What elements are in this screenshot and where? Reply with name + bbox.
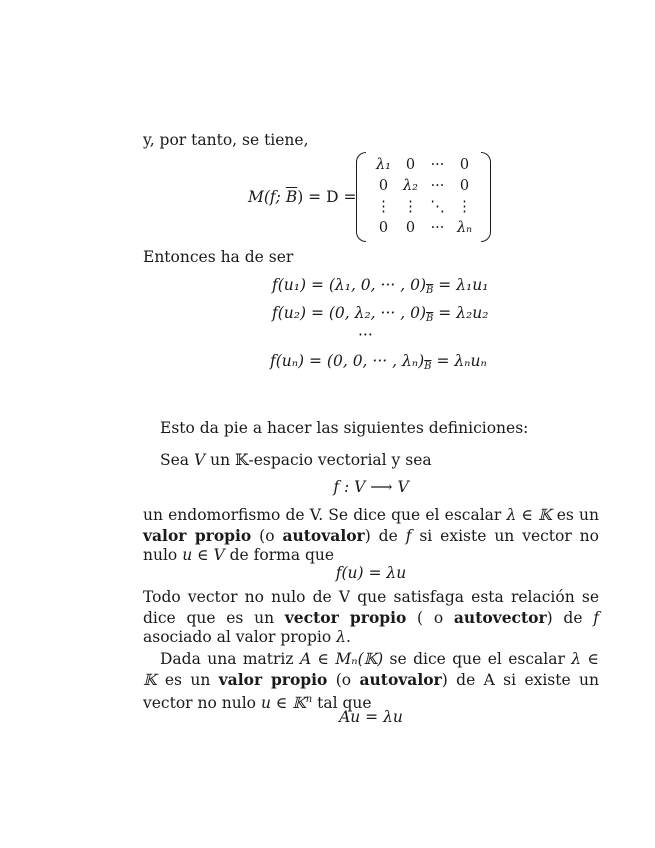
endomorphism-formula: f : V ⟶ V xyxy=(333,478,409,496)
basis-subscript: B xyxy=(426,285,434,296)
matrix-grid xyxy=(370,155,478,239)
definitions-intro: Esto da pie a hacer las siguientes definiciones: xyxy=(160,419,529,437)
equation-rhs: = λ₁u₁ xyxy=(438,276,489,294)
equation-lhs: f(u₂) = (0, λ₂, ··· , 0) xyxy=(272,304,426,322)
intro-text: y, por tanto, se tiene, xyxy=(143,131,309,149)
matrix-cell: λₙ xyxy=(456,220,473,236)
matrix-cell: ··· xyxy=(430,178,445,194)
equation-line xyxy=(270,352,487,372)
matrix-cell: 0 xyxy=(459,178,470,194)
matrix-cell: ··· xyxy=(430,157,445,173)
term-valor-propio-matrix: valor propio xyxy=(218,669,328,689)
matrix-cell: ⋮ xyxy=(403,199,418,215)
sea-v: V xyxy=(193,451,206,469)
equation-rhs: = λ₂u₂ xyxy=(438,304,489,322)
matrix-cell: 0 xyxy=(459,157,470,173)
term-autovalor-matrix: autovalor xyxy=(359,669,442,689)
matrix-lhs-f: M(f; xyxy=(248,188,286,206)
basis-subscript: B xyxy=(426,313,434,324)
term-autovalor: autovalor xyxy=(282,525,365,545)
matrix-lhs-basis: $\overline{B}$ xyxy=(285,188,298,206)
sea-line xyxy=(160,451,432,469)
definition-eigenvalue: un endomorfismo de V. Se dice que el escalar λ ∈ 𝕂 es un valor propio (o autovalor) de f si existe un vector no nulo u ∈ V de forma que xyxy=(143,506,600,565)
left-paren xyxy=(356,152,366,242)
matrix-lhs-rest: ) = D = xyxy=(297,188,357,206)
matrix-cell: 0 xyxy=(405,157,416,173)
term-valor-propio: valor propio xyxy=(143,525,252,545)
matrix-cell: λ₂ xyxy=(402,178,418,194)
term-autovector: autovector xyxy=(453,607,547,627)
definition-matrix-eigenvalue: Dada una matriz A ∈ Mₙ(𝕂) se dice que el escalar λ ∈ 𝕂 es un valor propio (o autovalor) de A si existe un vector no nulo u ∈ 𝕂$^n$ tal que xyxy=(143,650,599,713)
definition-eigenvector: Todo vector no nulo de V que satisfaga esta relación se dice que es un vector propio ( o autovector) de f asociado al valor propio λ. xyxy=(143,588,599,647)
equation-line xyxy=(272,276,488,296)
matrix-cell: ⋮ xyxy=(376,199,391,215)
term-vector-propio: vector propio xyxy=(284,607,407,627)
matrix-cell: 0 xyxy=(378,178,389,194)
matrix-cell: ⋱ xyxy=(430,199,445,215)
matrix-cell: ··· xyxy=(430,220,445,236)
right-paren xyxy=(481,152,491,242)
sea-text-rest: un 𝕂-espacio vectorial y sea xyxy=(205,451,432,469)
sea-text: Sea xyxy=(160,451,194,469)
matrix-cell: 0 xyxy=(378,220,389,236)
matrix-cell: 0 xyxy=(405,220,416,236)
basis-subscript: B xyxy=(424,361,432,372)
matrix-row xyxy=(370,218,478,239)
equation-line xyxy=(272,304,488,324)
matrix-row xyxy=(370,176,478,197)
matrix-eigen-formula: Au = λu xyxy=(339,708,403,726)
diagonal-matrix xyxy=(356,152,491,242)
eigen-relation-formula: f(u) = λu xyxy=(335,564,407,582)
equation-dots: ··· xyxy=(358,326,373,344)
matrix-cell: λ₁ xyxy=(375,157,391,173)
matrix-row xyxy=(370,155,478,176)
matrix-row xyxy=(370,197,478,218)
equation-lhs: f(uₙ) = (0, 0, ··· , λₙ) xyxy=(270,352,425,370)
matrix-cell: ⋮ xyxy=(457,199,472,215)
entonces-text: Entonces ha de ser xyxy=(143,248,294,266)
equation-lhs: f(u₁) = (λ₁, 0, ··· , 0) xyxy=(272,276,426,294)
equation-rhs: = λₙuₙ xyxy=(436,352,487,370)
matrix-lhs xyxy=(248,188,356,206)
